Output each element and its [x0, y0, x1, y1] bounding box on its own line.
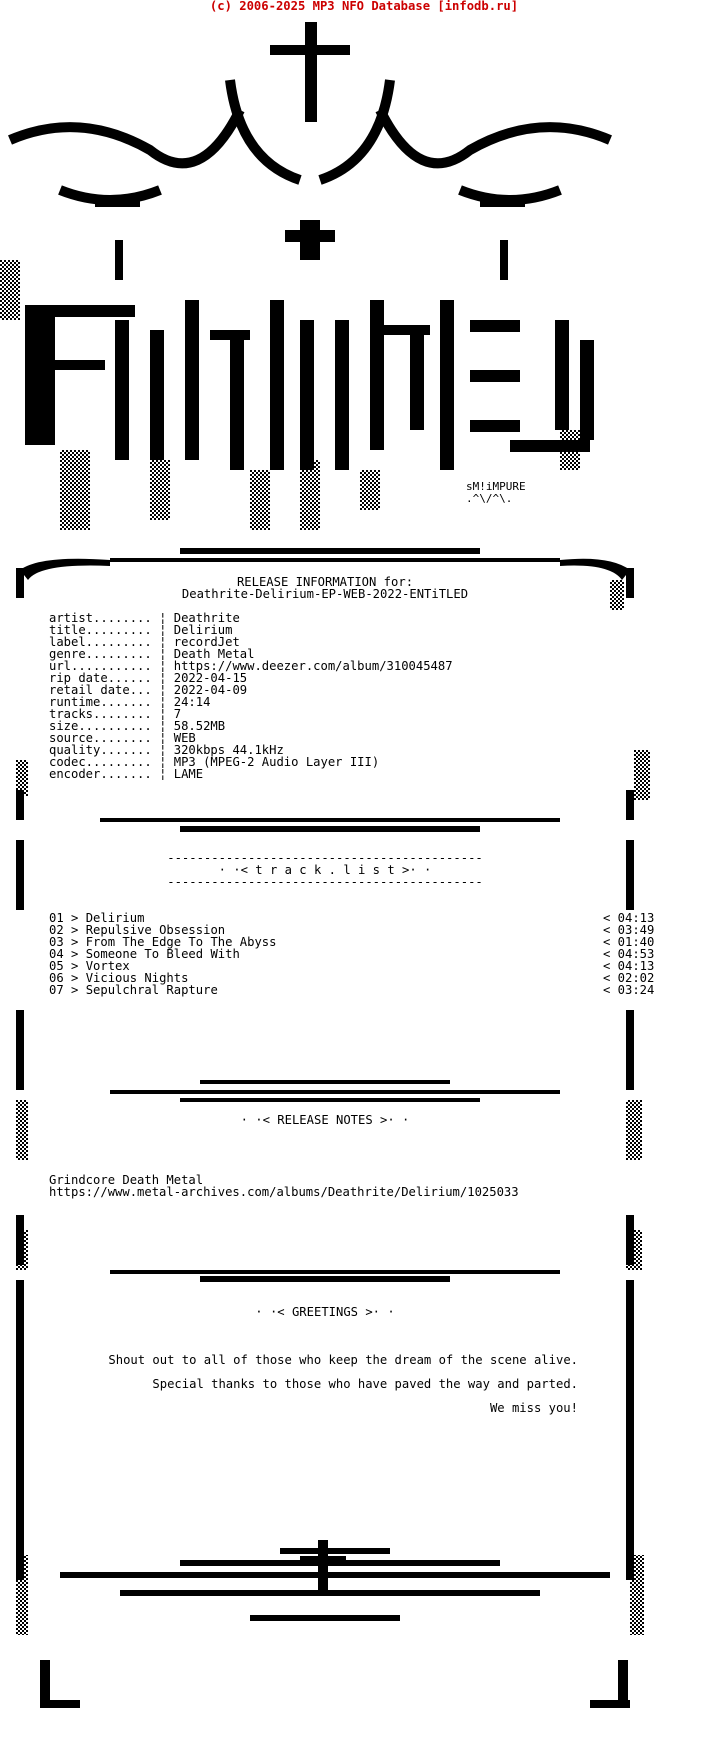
track-title: Sepulchral Rapture [85, 983, 218, 997]
field-key: tracks........ [49, 707, 152, 721]
tracklist-rule-bottom: ------------------------------------------- [167, 875, 483, 889]
field-row: tracks........ ¦ 7 [49, 707, 182, 721]
field-value: LAME [173, 767, 204, 781]
release-name: Deathrite-Delirium-EP-WEB-2022-ENTiTLED [181, 587, 469, 601]
field-value: 58.52MB [173, 719, 226, 733]
track-number: 03 > [49, 935, 79, 949]
bottom-ornament [40, 1540, 630, 1708]
field-key: size.......... [49, 719, 152, 733]
logo-letters [25, 300, 594, 470]
track-number: 06 > [49, 971, 79, 985]
track-duration: < 03:24 [603, 983, 655, 997]
field-row: label......... ¦ recordJet [49, 635, 240, 649]
field-key: runtime....... [49, 695, 152, 709]
field-value: 320kbps 44.1kHz [173, 743, 284, 757]
field-value: Deathrite [173, 611, 240, 625]
field-key: encoder....... [49, 767, 152, 781]
track-number: 04 > [49, 947, 79, 961]
field-key: artist........ [49, 611, 152, 625]
field-key: url........... [49, 659, 152, 673]
track-title: From The Edge To The Abyss [85, 935, 277, 949]
field-key: title......... [49, 623, 152, 637]
greetings-line: We miss you! [489, 1401, 578, 1415]
track-title: Vicious Nights [85, 971, 189, 985]
release-heading: RELEASE INFORMATION for: [236, 575, 414, 589]
field-key: quality....... [49, 743, 152, 757]
field-row: genre......... ¦ Death Metal [49, 647, 255, 661]
field-row: url........... ¦ https://www.deezer.com/album/310045487 [49, 659, 453, 673]
frame-greetings [16, 1215, 634, 1580]
track-title: Vortex [85, 959, 130, 973]
page-header-credit: (c) 2006-2025 MP3 NFO Database [infodb.ru] [209, 0, 519, 13]
frame-tracklist-dither [16, 1100, 642, 1160]
tracklist-title: · ·< t r a c k . l i s t >· · [218, 863, 432, 877]
greetings-line: Shout out to all of those who keep the dream of the scene alive. [108, 1353, 578, 1367]
track-duration: < 01:40 [603, 935, 655, 949]
field-row: artist........ ¦ Deathrite [49, 611, 240, 625]
field-row: size.......... ¦ 58.52MB [49, 719, 226, 733]
field-row: title......... ¦ Delirium [49, 623, 233, 637]
track-duration: < 03:49 [603, 923, 655, 937]
field-key: source........ [49, 731, 152, 745]
field-value: MP3 (MPEG-2 Audio Layer III) [173, 755, 380, 769]
field-value: Delirium [173, 623, 233, 637]
track-number: 01 > [49, 911, 79, 925]
track-title: Repulsive Obsession [85, 923, 226, 937]
track-title: Someone To Bleed With [85, 947, 240, 961]
field-key: genre......... [49, 647, 152, 661]
field-row: source........ ¦ WEB [49, 731, 196, 745]
field-row: rip date...... ¦ 2022-04-15 [49, 671, 248, 685]
track-number: 07 > [49, 983, 79, 997]
field-key: label......... [49, 635, 152, 649]
field-value: 2022-04-09 [173, 683, 248, 697]
field-value: WEB [173, 731, 196, 745]
track-row [49, 983, 655, 997]
field-key: retail date... [49, 683, 152, 697]
track-duration: < 04:13 [603, 959, 655, 973]
notes-line: Grindcore Death Metal [49, 1173, 204, 1187]
track-duration: < 04:13 [603, 911, 655, 925]
notes-title: · ·< RELEASE NOTES >· · [240, 1113, 410, 1127]
track-duration: < 02:02 [603, 971, 655, 985]
logo-signature-art: .^\/^\. [466, 492, 513, 505]
greetings-line: Special thanks to those who have paved the way and parted. [152, 1377, 578, 1391]
field-value: 24:14 [173, 695, 211, 709]
track-duration: < 04:53 [603, 947, 655, 961]
tracklist-rule-top: ------------------------------------------- [167, 851, 483, 865]
field-value: Death Metal [173, 647, 255, 661]
field-value: 2022-04-15 [173, 671, 248, 685]
field-key: rip date...... [49, 671, 152, 685]
greetings-title: · ·< GREETINGS >· · [255, 1305, 395, 1319]
field-value: recordJet [173, 635, 240, 649]
track-number: 02 > [49, 923, 79, 937]
track-number: 05 > [49, 959, 79, 973]
field-key: codec......... [49, 755, 152, 769]
track-title: Delirium [85, 911, 145, 925]
field-row: encoder....... ¦ LAME [49, 767, 204, 781]
logo-cross [270, 22, 350, 260]
notes-url: https://www.metal-archives.com/albums/Deathrite/Delirium/1025033 [49, 1185, 519, 1199]
field-row: retail date... ¦ 2022-04-09 [49, 683, 248, 697]
frame-greetings-dither [16, 1230, 642, 1270]
field-row: quality....... ¦ 320kbps 44.1kHz [49, 743, 284, 757]
field-row: codec......... ¦ MP3 (MPEG-2 Audio Layer III) [49, 755, 380, 769]
field-row: runtime....... ¦ 24:14 [49, 695, 211, 709]
logo-signature: sM!iMPURE [466, 480, 526, 493]
field-value: 7 [173, 707, 182, 721]
field-value: https://www.deezer.com/album/310045487 [173, 659, 453, 673]
